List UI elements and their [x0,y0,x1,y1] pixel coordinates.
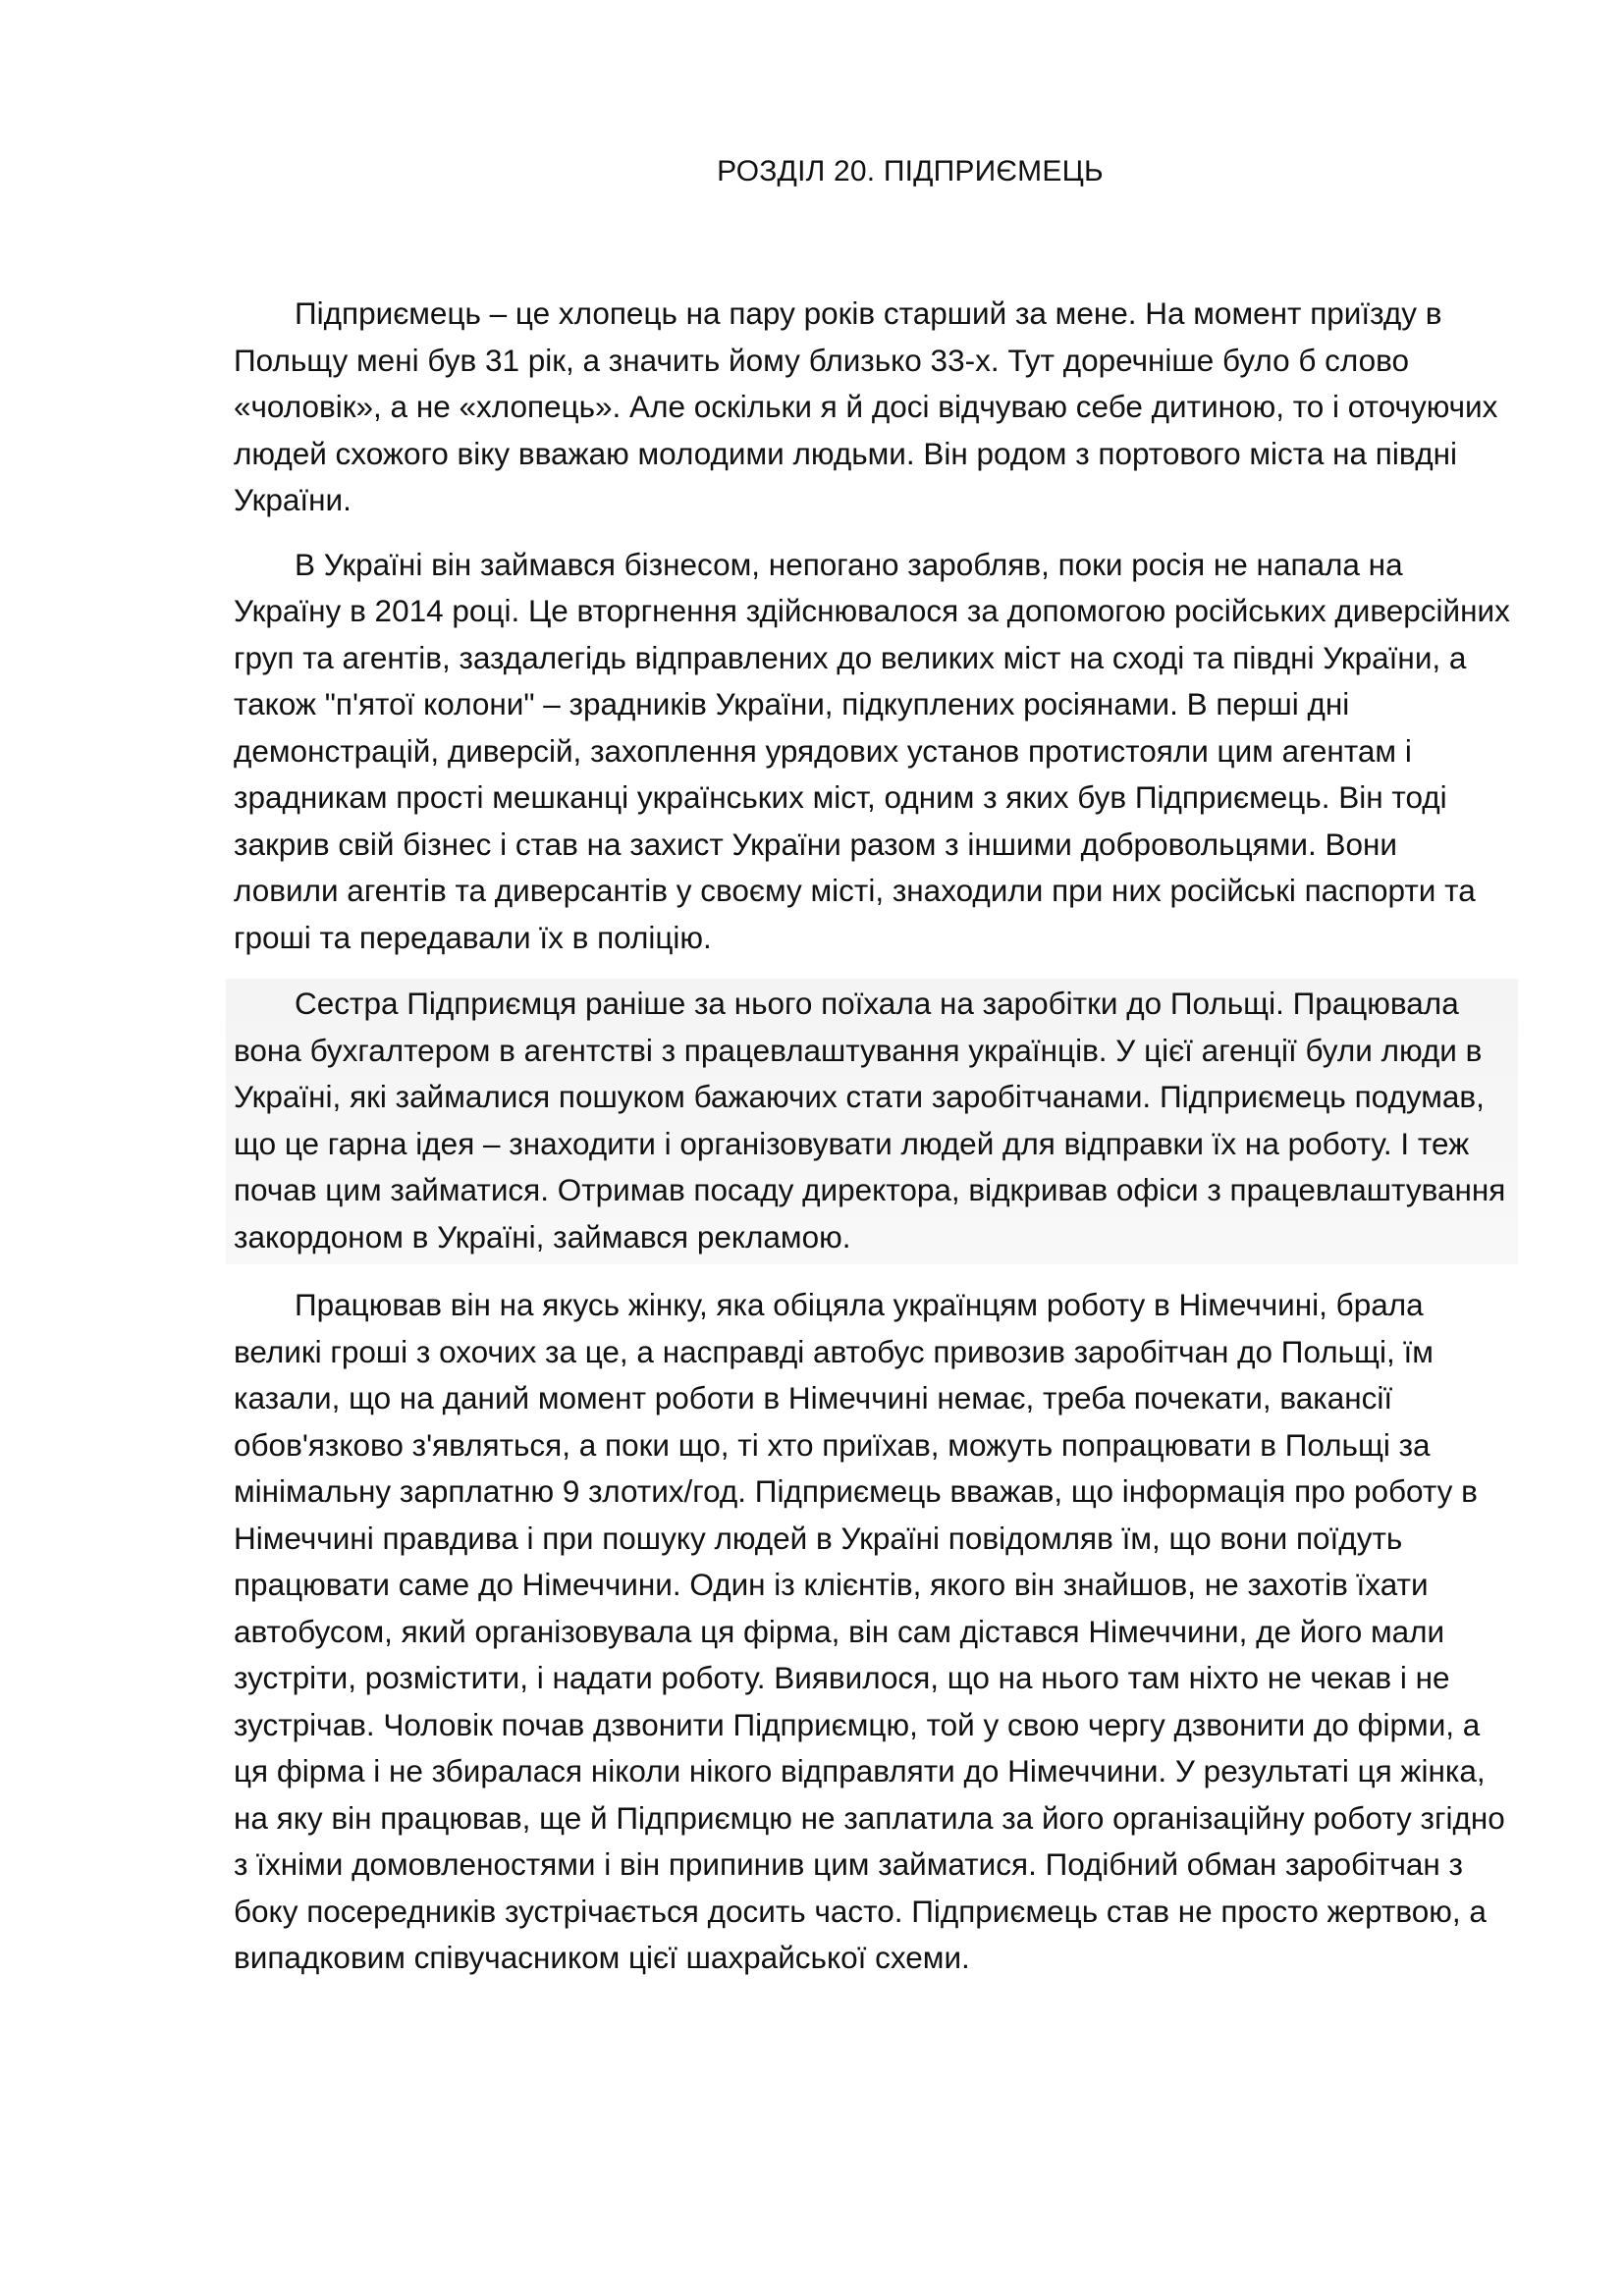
document-body [234,291,1510,2000]
chapter-title: РОЗДІЛ 20. ПІДПРИЄМЕЦЬ [717,155,1104,187]
paragraph-business-and-war: В Україні він займався бізнесом, непогано заробляв, поки росія не напала на Україну в 2014 році. Це вторгнення здійснювалося за допомогою російських диверсійних груп та агентів, заздалегідь відправлених до великих міст на сході та півдні України, а також "п'ятої колони" – зрадників України, підкуплених росіянами. В перші дні демонстрацій, диверсій, захоплення урядових установ протистояли цим агентам і зрадникам прості мешканці українських міст, одним з яких був Підприємець. Він тоді закрив свій бізнес і став на захист України разом з іншими добровольцями. Вони ловили агентів та диверсантів у своєму місті, знаходили при них російські паспорти та гроші та передавали їх в поліцію. [234,546,1510,955]
paragraph-fraud-scheme: Працював він на якусь жінку, яка обіцяла українцям роботу в Німеччині, брала великі гроші з охочих за це, а насправді автобус привозив заробітчан до Польщі, їм казали, що на даний момент роботи в Німеччині немає, треба почекати, вакансії обов'язково з'являться, а поки що, ті хто приїхав, можуть попрацювати в Польщі за мінімальну зарплатню 9 злотих/год. Підприємець вважав, що інформація про роботу в Німеччині правдива і при пошуку людей в Україні повідомляв їм, що вони поїдуть працювати саме до Німеччини. Один із клієнтів, якого він знайшов, не захотів їхати автобусом, який організовувала ця фірма, він сам дістався Німеччини, де його мали зустріти, розмістити, і надати роботу. Виявилося, що на нього там ніхто не чекав і не зустрічав. Чоловік почав дзвонити Підприємцю, той у свою чергу дзвонити до фірми, а ця фірма і не збиралася ніколи нікого відправляти до Німеччини. У результаті ця жінка, на яку він працював, ще й Підприємцю не заплатила за його організаційну роботу згідно з їхніми домовленостями і він припинив цим займатися. Подібний обман заробітчан з боку посередників зустрічається досить часто. Підприємець став не просто жертвою, а випадковим співучасником цієї шахрайської схеми. [234,1287,1505,1975]
paragraph-sister-agency: Сестра Підприємця раніше за нього поїхала на заробітки до Польщі. Працювала вона бухгалтером в агентстві з працевлаштування українців. У цієї агенції були люди в Україні, які займалися пошуком бажаючих стати заробітчанами. Підприємець подумав, що це гарна ідея – знаходити і організовувати людей для відправки їх на роботу. І теж почав цим займатися. Отримав посаду директора, відкривав офіси з працевлаштування закордоном в Україні, займався рекламою. [226,979,1518,1264]
paragraph-entrepreneur-intro: Підприємець – це хлопець на пару років старший за мене. На момент приїзду в Польщу мені був 31 рік, а значить йому близько 33-х. Тут доречніше було б слово «чоловік», а не «хлопець». Але оскільки я й досі відчуваю себе дитиною, то і оточуючих людей схожого віку вважаю молодими людьми. Він родом з портового міста на півдні України. [234,295,1498,517]
